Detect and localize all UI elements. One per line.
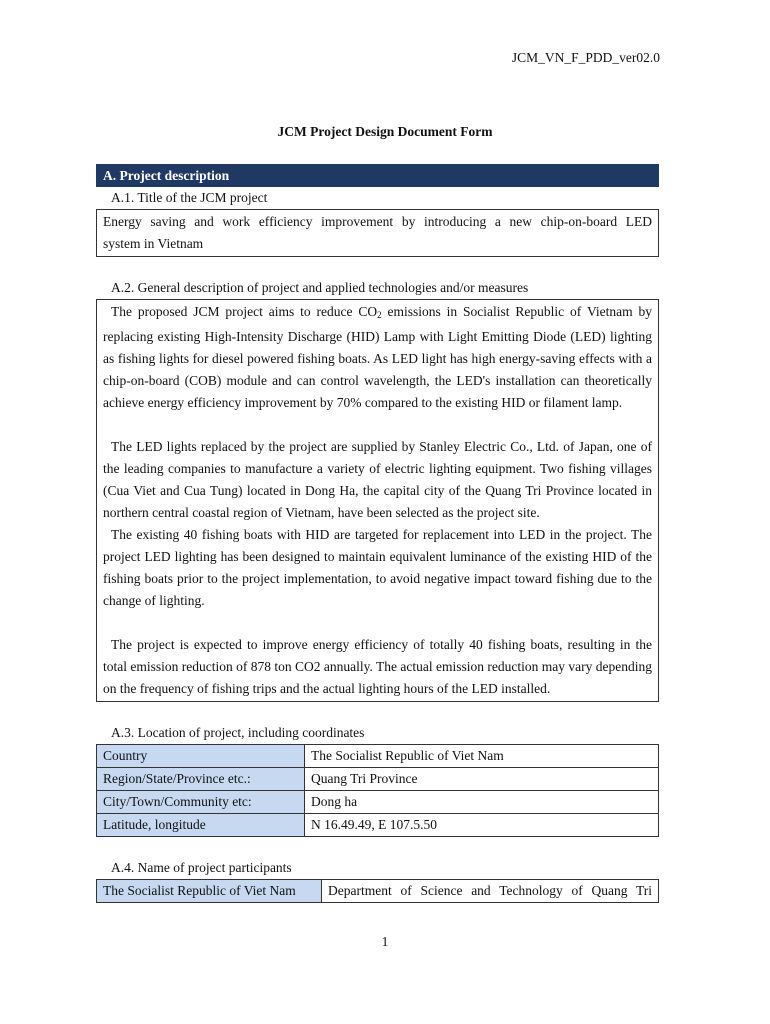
- description-p1-rest: emissions in Socialist Republic of Vietnam by replacing existing High-Intensity Discharge (HID) Lamp with Light Emitting Diode (LED) lighting as fishing lights for diesel powered fishing boats. As LED light has high energy-saving effects with a chip-on-board (COB) module and can control wavelength, the LED's installation can theoretically achieve energy efficiency improvement by 70% compared to the existing HID or filament lamp.: [103, 304, 652, 410]
- a1-heading: A.1. Title of the JCM project: [111, 190, 268, 205]
- section-a-header: A. Project description: [96, 164, 659, 187]
- location-label: Region/State/Province etc.:: [97, 768, 305, 791]
- document-body: [96, 164, 659, 903]
- location-value: The Socialist Republic of Viet Nam: [305, 745, 659, 768]
- a2-heading: A.2. General description of project and applied technologies and/or measures: [111, 280, 529, 295]
- page-number: 1: [381, 934, 389, 949]
- location-value: Dong ha: [305, 791, 659, 814]
- participant-name: Department of Science and Technology of Quang Tri: [322, 880, 659, 903]
- location-table: [96, 744, 659, 837]
- project-description-box: [96, 299, 659, 702]
- participant-party: The Socialist Republic of Viet Nam: [97, 880, 322, 903]
- a3-heading: A.3. Location of project, including coordinates: [111, 725, 365, 740]
- a4-heading: A.4. Name of project participants: [111, 860, 292, 875]
- form-title: JCM Project Design Document Form: [277, 124, 493, 139]
- project-title-box: [96, 209, 659, 257]
- project-title-line-1: Energy saving and work efficiency improvement by introducing a new chip-on-board LED: [103, 214, 652, 229]
- table-row: [97, 814, 659, 837]
- participants-table: [96, 879, 659, 903]
- location-label: Latitude, longitude: [97, 814, 305, 837]
- location-value: N 16.49.49, E 107.5.50: [305, 814, 659, 837]
- table-row: [97, 768, 659, 791]
- description-p1-prefix: The proposed JCM project aims to reduce CO: [111, 304, 378, 319]
- table-row: [97, 745, 659, 768]
- description-paragraph-3: The existing 40 fishing boats with HID are targeted for replacement into LED in the project. The project LED lighting has been designed to maintain equivalent luminance of the existing HID of the fishing boats prior to the project implementation, to avoid negative impact toward fishing due to the change of lighting.: [103, 527, 652, 608]
- location-label: City/Town/Community etc:: [97, 791, 305, 814]
- document-code: JCM_VN_F_PDD_ver02.0: [511, 50, 660, 65]
- table-row: [97, 880, 659, 903]
- location-value: Quang Tri Province: [305, 768, 659, 791]
- description-paragraph-2: The LED lights replaced by the project are supplied by Stanley Electric Co., Ltd. of Japan, one of the leading companies to manufacture a variety of electric lighting equipment. Two fishing villages (Cua Viet and Cua Tung) located in Dong Ha, the capital city of the Quang Tri Province located in northern central coastal region of Vietnam, have been selected as the project site.: [103, 439, 652, 520]
- co2-subscript: 2: [377, 310, 382, 320]
- location-label: Country: [97, 745, 305, 768]
- description-paragraph-1: [103, 301, 652, 414]
- description-paragraph-4: The project is expected to improve energy efficiency of totally 40 fishing boats, resulting in the total emission reduction of 878 ton CO2 annually. The actual emission reduction may vary depending on the frequency of fishing trips and the actual lighting hours of the LED installed.: [103, 637, 652, 696]
- table-row: [97, 791, 659, 814]
- project-title-line-2: system in Vietnam: [103, 236, 204, 251]
